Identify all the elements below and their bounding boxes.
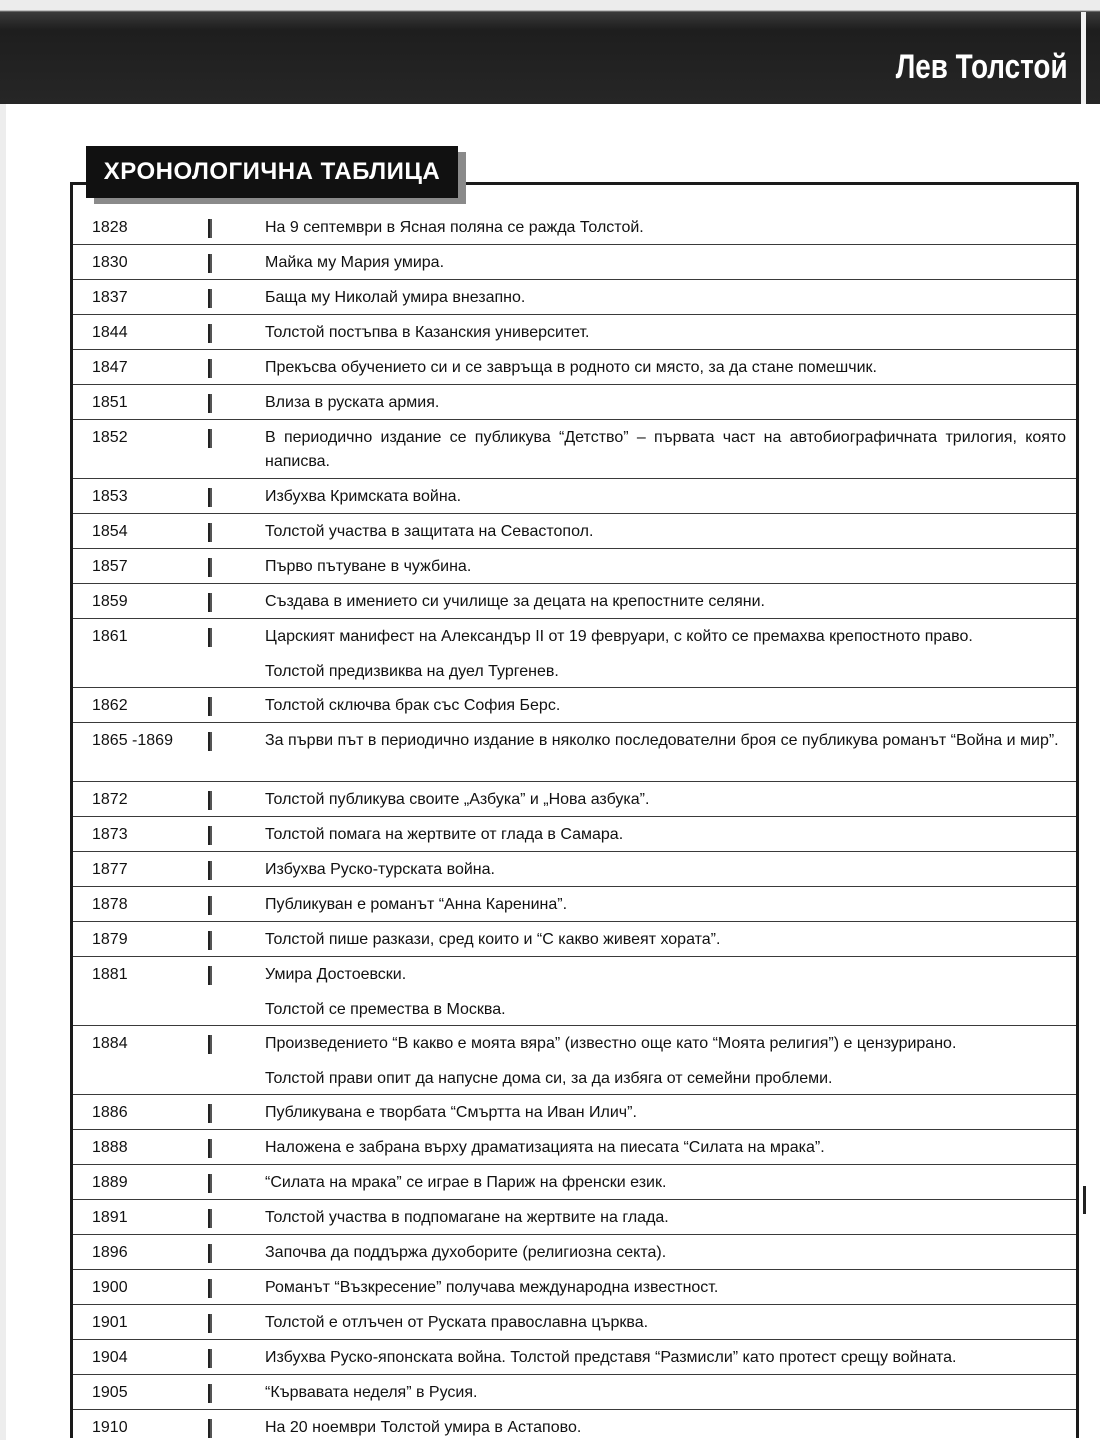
timeline-marker bbox=[208, 826, 212, 845]
timeline-year: 1896 bbox=[92, 1244, 128, 1261]
timeline-year: 1852 bbox=[92, 429, 128, 446]
timeline-marker bbox=[208, 1419, 212, 1438]
timeline-row bbox=[73, 210, 1076, 245]
page-edge bbox=[1081, 12, 1086, 104]
timeline-row bbox=[73, 1270, 1076, 1305]
timeline-events bbox=[265, 625, 1066, 684]
timeline-year: 1844 bbox=[92, 324, 128, 341]
timeline-events bbox=[265, 788, 1066, 812]
timeline-events bbox=[265, 216, 1066, 240]
timeline-events bbox=[265, 1381, 1066, 1405]
timeline-events bbox=[265, 1241, 1066, 1265]
timeline-year: 1847 bbox=[92, 359, 128, 376]
timeline-marker bbox=[208, 1104, 212, 1123]
timeline-events bbox=[265, 1206, 1066, 1230]
timeline-row bbox=[73, 1410, 1076, 1440]
timeline-event: Толстой пише разкази, сред които и “С какво живеят хората”. bbox=[265, 931, 721, 948]
timeline-row bbox=[73, 852, 1076, 887]
timeline-year: 1886 bbox=[92, 1104, 128, 1121]
timeline-events bbox=[265, 1311, 1066, 1335]
timeline-marker bbox=[208, 791, 212, 810]
timeline-year: 1878 bbox=[92, 896, 128, 913]
timeline-events bbox=[265, 963, 1066, 1022]
timeline-row bbox=[73, 385, 1076, 420]
timeline-marker bbox=[208, 732, 212, 751]
timeline-events bbox=[265, 590, 1066, 614]
timeline-event: Толстой постъпва в Казанския университет. bbox=[265, 324, 590, 341]
timeline-marker bbox=[208, 861, 212, 880]
timeline-row bbox=[73, 723, 1076, 782]
timeline-row bbox=[73, 1200, 1076, 1235]
timeline-row bbox=[73, 479, 1076, 514]
timeline-row bbox=[73, 245, 1076, 280]
timeline-event: Наложена е забрана върху драматизацията на пиесата “Силата на мрака”. bbox=[265, 1139, 825, 1156]
timeline-events bbox=[265, 1416, 1066, 1440]
timeline-event: Публикувана е творбата “Смъртта на Иван Илич”. bbox=[265, 1104, 637, 1121]
timeline-row bbox=[73, 1130, 1076, 1165]
timeline-event: Толстой участва в защитата на Севастопол. bbox=[265, 523, 594, 540]
timeline-events bbox=[265, 823, 1066, 847]
timeline-event: Толстой предизвиква на дуел Тургенев. bbox=[265, 663, 559, 680]
timeline-year: 1881 bbox=[92, 966, 128, 983]
timeline-event: Толстой прави опит да напусне дома си, за да избяга от семейни проблеми. bbox=[265, 1070, 833, 1087]
timeline-row bbox=[73, 280, 1076, 315]
timeline-row bbox=[73, 1235, 1076, 1270]
timeline-row bbox=[73, 1340, 1076, 1375]
timeline-marker bbox=[208, 1349, 212, 1368]
timeline-event: Създава в имението си училище за децата на крепостните селяни. bbox=[265, 593, 765, 610]
timeline-table bbox=[73, 210, 1076, 1440]
timeline-row bbox=[73, 817, 1076, 852]
timeline-event: На 20 ноември Толстой умира в Астапово. bbox=[265, 1419, 582, 1436]
timeline-marker bbox=[208, 1384, 212, 1403]
timeline-year: 1857 bbox=[92, 558, 128, 575]
timeline-marker bbox=[208, 1139, 212, 1158]
timeline-event: Толстой участва в подпомагане на жертвите на глада. bbox=[265, 1209, 669, 1226]
timeline-year: 1900 bbox=[92, 1279, 128, 1296]
timeline-events bbox=[265, 729, 1066, 753]
timeline-marker bbox=[208, 1244, 212, 1263]
timeline-event: Избухва Руско-турската война. bbox=[265, 861, 495, 878]
timeline-marker bbox=[208, 523, 212, 542]
timeline-row bbox=[73, 922, 1076, 957]
timeline-events bbox=[265, 1346, 1066, 1370]
edge-mark bbox=[1083, 1186, 1086, 1214]
timeline-events bbox=[265, 694, 1066, 718]
timeline-event: Публикуван е романът “Анна Каренина”. bbox=[265, 896, 568, 913]
timeline-row bbox=[73, 957, 1076, 1026]
timeline-marker bbox=[208, 896, 212, 915]
timeline-year: 1910 bbox=[92, 1419, 128, 1436]
timeline-event: Толстой публикува своите „Азбука” и „Нова азбука”. bbox=[265, 791, 650, 808]
timeline-event: Произведението “В какво е моята вяра” (известно още като “Моята религия”) е цензурирано. bbox=[265, 1035, 957, 1052]
timeline-year: 1905 bbox=[92, 1384, 128, 1401]
timeline-row bbox=[73, 619, 1076, 688]
timeline-marker bbox=[208, 697, 212, 716]
timeline-year: 1889 bbox=[92, 1174, 128, 1191]
timeline-marker bbox=[208, 558, 212, 577]
timeline-row bbox=[73, 315, 1076, 350]
timeline-year: 1904 bbox=[92, 1349, 128, 1366]
timeline-event: “Кървавата неделя” в Русия. bbox=[265, 1384, 478, 1401]
timeline-marker bbox=[208, 593, 212, 612]
timeline-marker bbox=[208, 219, 212, 238]
timeline-events bbox=[265, 426, 1066, 474]
timeline-marker bbox=[208, 359, 212, 378]
timeline-row bbox=[73, 1305, 1076, 1340]
timeline-event: В периодично издание се публикува “Детство” – първата част на автобиографичната трилогия, която написва. bbox=[265, 429, 1066, 470]
timeline-row bbox=[73, 1165, 1076, 1200]
timeline-events bbox=[265, 858, 1066, 882]
timeline-events bbox=[265, 1136, 1066, 1160]
timeline-year: 1828 bbox=[92, 219, 128, 236]
timeline-event: Избухва Кримската война. bbox=[265, 488, 462, 505]
timeline-year: 1859 bbox=[92, 593, 128, 610]
timeline-event: Царският манифест на Александър II от 19 февруари, с който се премахва крепостното право. bbox=[265, 628, 973, 645]
section-title-text: ХРОНОЛОГИЧНА ТАБЛИЦА bbox=[103, 158, 441, 185]
timeline-year: 1872 bbox=[92, 791, 128, 808]
timeline-event: Толстой е отлъчен от Руската православна църква. bbox=[265, 1314, 649, 1331]
timeline-year: 1837 bbox=[92, 289, 128, 306]
timeline-events bbox=[265, 321, 1066, 345]
section-title bbox=[86, 146, 458, 198]
timeline-event: Умира Достоевски. bbox=[265, 966, 407, 983]
timeline-year: 1862 bbox=[92, 697, 128, 714]
timeline-event: За първи път в периодично издание в няколко последователни броя се публикува романът “Война и мир”. bbox=[265, 732, 1059, 749]
timeline-event: Романът “Възкресение” получава международна известност. bbox=[265, 1279, 719, 1296]
timeline-marker bbox=[208, 1279, 212, 1298]
timeline-event: Избухва Руско-японската война. Толстой представя “Размисли” като протест срещу войната. bbox=[265, 1349, 957, 1366]
timeline-event: Прекъсва обучението си и се завръща в родното си място, за да стане помешчик. bbox=[265, 359, 877, 376]
timeline-marker bbox=[208, 394, 212, 413]
timeline-year: 1888 bbox=[92, 1139, 128, 1156]
timeline-year: 1877 bbox=[92, 861, 128, 878]
timeline-events bbox=[265, 928, 1066, 952]
timeline-events bbox=[265, 555, 1066, 579]
timeline-events bbox=[265, 1171, 1066, 1195]
timeline-marker bbox=[208, 1314, 212, 1333]
timeline-events bbox=[265, 1032, 1066, 1091]
timeline-year: 1854 bbox=[92, 523, 128, 540]
timeline-year: 1861 bbox=[92, 628, 128, 645]
timeline-row bbox=[73, 584, 1076, 619]
timeline-events bbox=[265, 391, 1066, 415]
timeline-year: 1830 bbox=[92, 254, 128, 271]
timeline-event: Започва да поддържа духоборите (религиозна секта). bbox=[265, 1244, 667, 1261]
timeline-marker bbox=[208, 1209, 212, 1228]
timeline-events bbox=[265, 1101, 1066, 1125]
timeline-marker bbox=[208, 931, 212, 950]
timeline-row bbox=[73, 688, 1076, 723]
timeline-event: Толстой се премества в Москва. bbox=[265, 1001, 506, 1018]
timeline-year: 1873 bbox=[92, 826, 128, 843]
timeline-events bbox=[265, 1276, 1066, 1300]
timeline-events bbox=[265, 286, 1066, 310]
timeline-marker bbox=[208, 1035, 212, 1054]
timeline-marker bbox=[208, 966, 212, 985]
page-edge bbox=[0, 104, 6, 1440]
timeline-year: 1851 bbox=[92, 394, 128, 411]
timeline-events bbox=[265, 356, 1066, 380]
timeline-row bbox=[73, 1375, 1076, 1410]
timeline-year: 1884 bbox=[92, 1035, 128, 1052]
timeline-marker bbox=[208, 324, 212, 343]
timeline-year: 1891 bbox=[92, 1209, 128, 1226]
timeline-event: Толстой сключва брак със София Берс. bbox=[265, 697, 561, 714]
timeline-row bbox=[73, 514, 1076, 549]
timeline-marker bbox=[208, 1174, 212, 1193]
timeline-event: Майка му Мария умира. bbox=[265, 254, 445, 271]
timeline-event: Баща му Николай умира внезапно. bbox=[265, 289, 526, 306]
timeline-row bbox=[73, 420, 1076, 479]
timeline-event: Влиза в руската армия. bbox=[265, 394, 440, 411]
timeline-marker bbox=[208, 429, 212, 448]
timeline-events bbox=[265, 485, 1066, 509]
timeline-row bbox=[73, 1095, 1076, 1130]
timeline-events bbox=[265, 893, 1066, 917]
timeline-year: 1901 bbox=[92, 1314, 128, 1331]
timeline-marker bbox=[208, 254, 212, 273]
timeline-row bbox=[73, 887, 1076, 922]
timeline-events bbox=[265, 520, 1066, 544]
timeline-year: 1879 bbox=[92, 931, 128, 948]
timeline-marker bbox=[208, 628, 212, 647]
page-title: Лев Толстой bbox=[896, 48, 1068, 86]
timeline-row bbox=[73, 549, 1076, 584]
header-band bbox=[0, 0, 1100, 104]
timeline-row bbox=[73, 350, 1076, 385]
timeline-events bbox=[265, 251, 1066, 275]
timeline-marker bbox=[208, 289, 212, 308]
timeline-year: 1853 bbox=[92, 488, 128, 505]
timeline-event: Първо пътуване в чужбина. bbox=[265, 558, 472, 575]
timeline-row bbox=[73, 782, 1076, 817]
timeline-row bbox=[73, 1026, 1076, 1095]
timeline-event: “Силата на мрака” се играе в Париж на френски език. bbox=[265, 1174, 667, 1191]
timeline-event: Толстой помага на жертвите от глада в Самара. bbox=[265, 826, 624, 843]
timeline-marker bbox=[208, 488, 212, 507]
timeline-event: На 9 септември в Ясная поляна се ражда Толстой. bbox=[265, 219, 644, 236]
timeline-year: 1865 -1869 bbox=[92, 732, 173, 749]
